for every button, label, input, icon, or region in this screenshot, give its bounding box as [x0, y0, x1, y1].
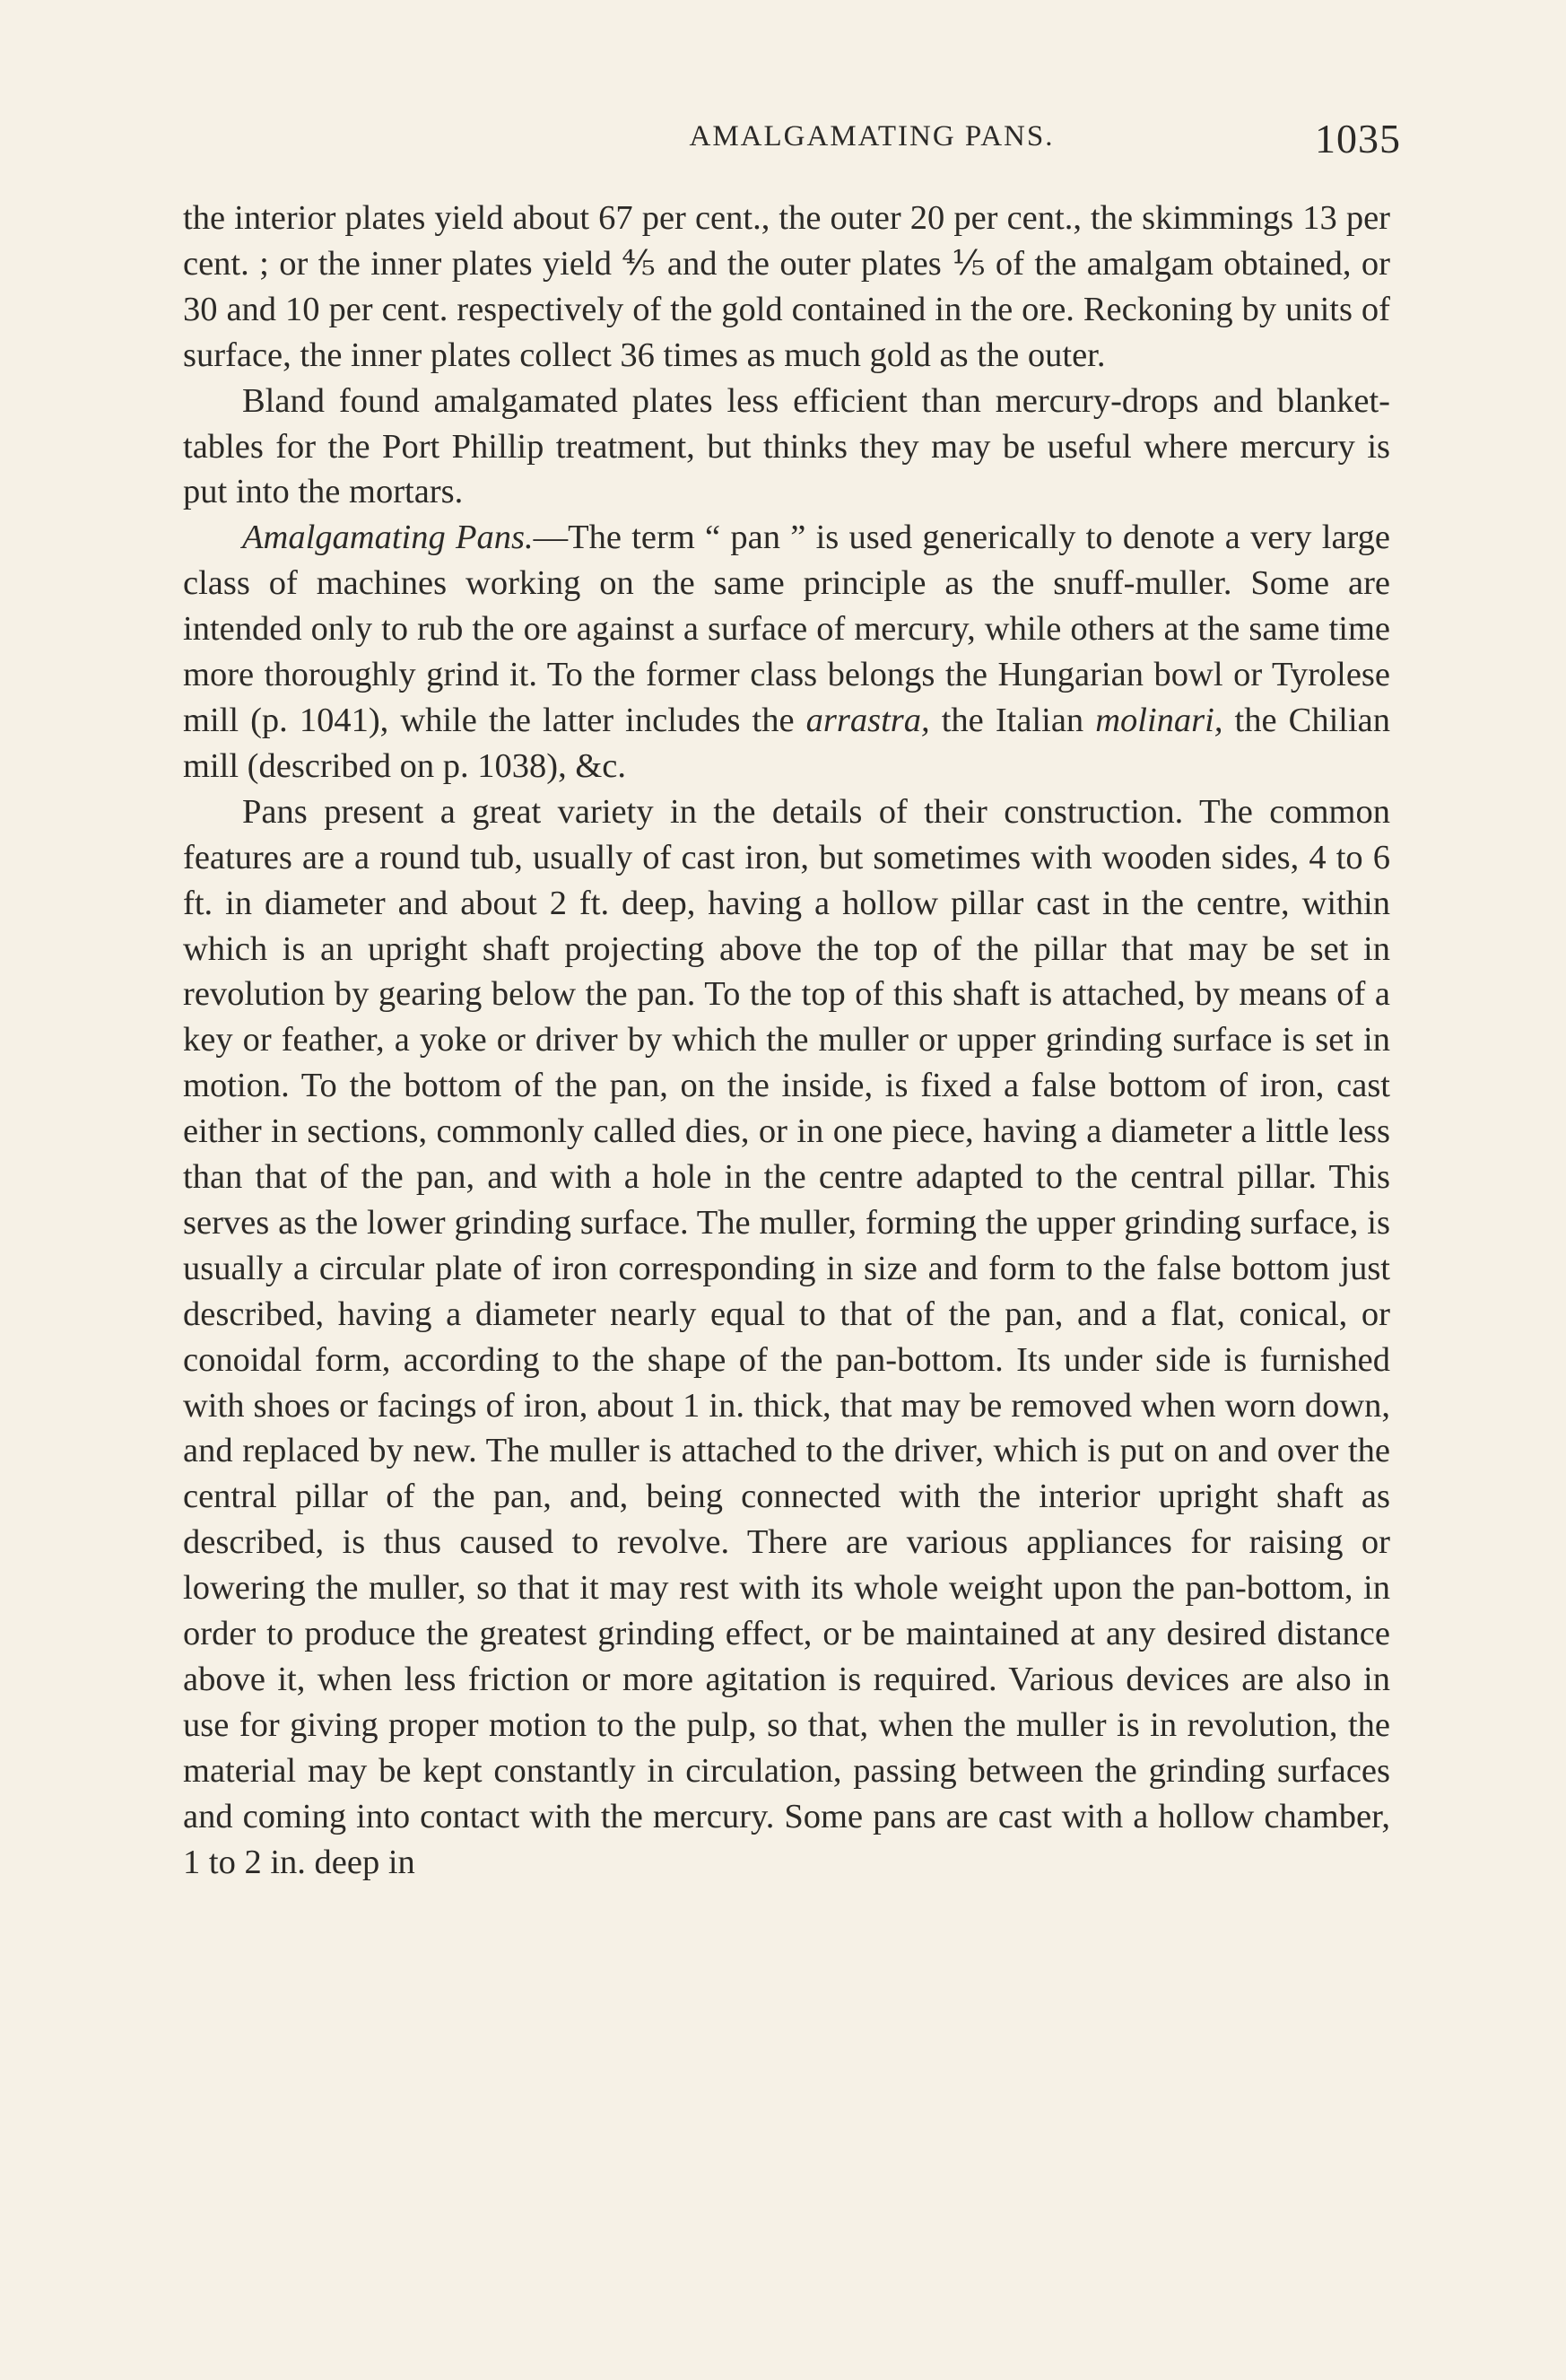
paragraph-text-part: the Italian	[929, 701, 1096, 739]
running-title: AMALGAMATING PANS.	[689, 120, 1055, 153]
page-header	[183, 115, 1401, 169]
body-text	[183, 196, 1390, 1886]
italic-term-molinari: molinari,	[1095, 701, 1223, 739]
paragraph-amalgamating-pans	[183, 515, 1390, 789]
paragraph-text-part: —The term “ pan ” is used generically to denote a very large class of machines working on the same principle as the snuff-muller. Some are intended only to rub the ore against a surface of mercury, while others at the same time more thoroughly grind it. To the former class belongs the Hungarian bowl or Tyrolese mill (p. 1041), while the latter includes the	[183, 519, 1391, 739]
paragraph-text-part: the Chilian mill (described on p. 1038), &c.	[183, 701, 1391, 785]
italic-term-arrastra: arrastra,	[805, 701, 930, 739]
paragraph-bland: Bland found amalgamated plates less efficient than mercury-drops and blanket-tables for the Port Phillip treatment, but thinks they may be useful where mercury is put into the mortars.	[183, 381, 1390, 511]
page-number: 1035	[1315, 116, 1401, 161]
paragraph-pans-construction: Pans present a great variety in the details of their construction. The common features are a round tub, usually of cast iron, but sometimes with wooden sides, 4 to 6 ft. in diameter and about 2 ft. deep, having a hollow pillar cast in the centre, within which is an upright shaft projecting above the top of the pillar that may be set in revolution by gearing below the pan. To the top of this shaft is attached, by means of a key or feather, a yoke or driver by which the muller or upper grinding surface is set in motion. To the bottom of the pan, on the inside, is fixed a false bottom of iron, cast either in sections, commonly called dies, or in one piece, having a diameter a little less than that of the pan, and with a hole in the centre adapted to the central pillar. This serves as the lower grinding surface. The muller, forming the upper grinding surface, is usually a circular plate of iron corresponding in size and form to the false bottom just described, having a diameter nearly equal to that of the pan, and a flat, conical, or conoidal form, according to the shape of the pan-bottom. Its under side is furnished with shoes or facings of iron, about 1 in. thick, that may be removed when worn down, and replaced by new. The muller is attached to the driver, which is put on and over the central pillar of the pan, and, being connected with the interior upright shaft as described, is thus caused to revolve. There are various appliances for raising or lowering the muller, so that it may rest with its whole weight upon the pan-bottom, in order to produce the greatest grinding effect, or be maintained at any desired distance above it, when less friction or more agitation is required. Various devices are also in use for giving proper motion to the pulp, so that, when the muller is in revolution, the material may be kept constantly in circulation, passing between the grinding surfaces and coming into contact with the mercury. Some pans are cast with a hollow chamber, 1 to 2 in. deep in	[183, 792, 1390, 1881]
paragraph-continued: the interior plates yield about 67 per cent., the outer 20 per cent., the skimmings 13 per cent. ; or the inner plates yield ⅘ and the outer plates ⅕ of the amalgam obtained, or 30 and 10 per cent. respectively of the gold contained in the ore. Reckoning by units of surface, the inner plates collect 36 times as much gold as the outer.	[183, 199, 1390, 374]
section-heading-italic: Amalgamating Pans.	[242, 519, 534, 557]
